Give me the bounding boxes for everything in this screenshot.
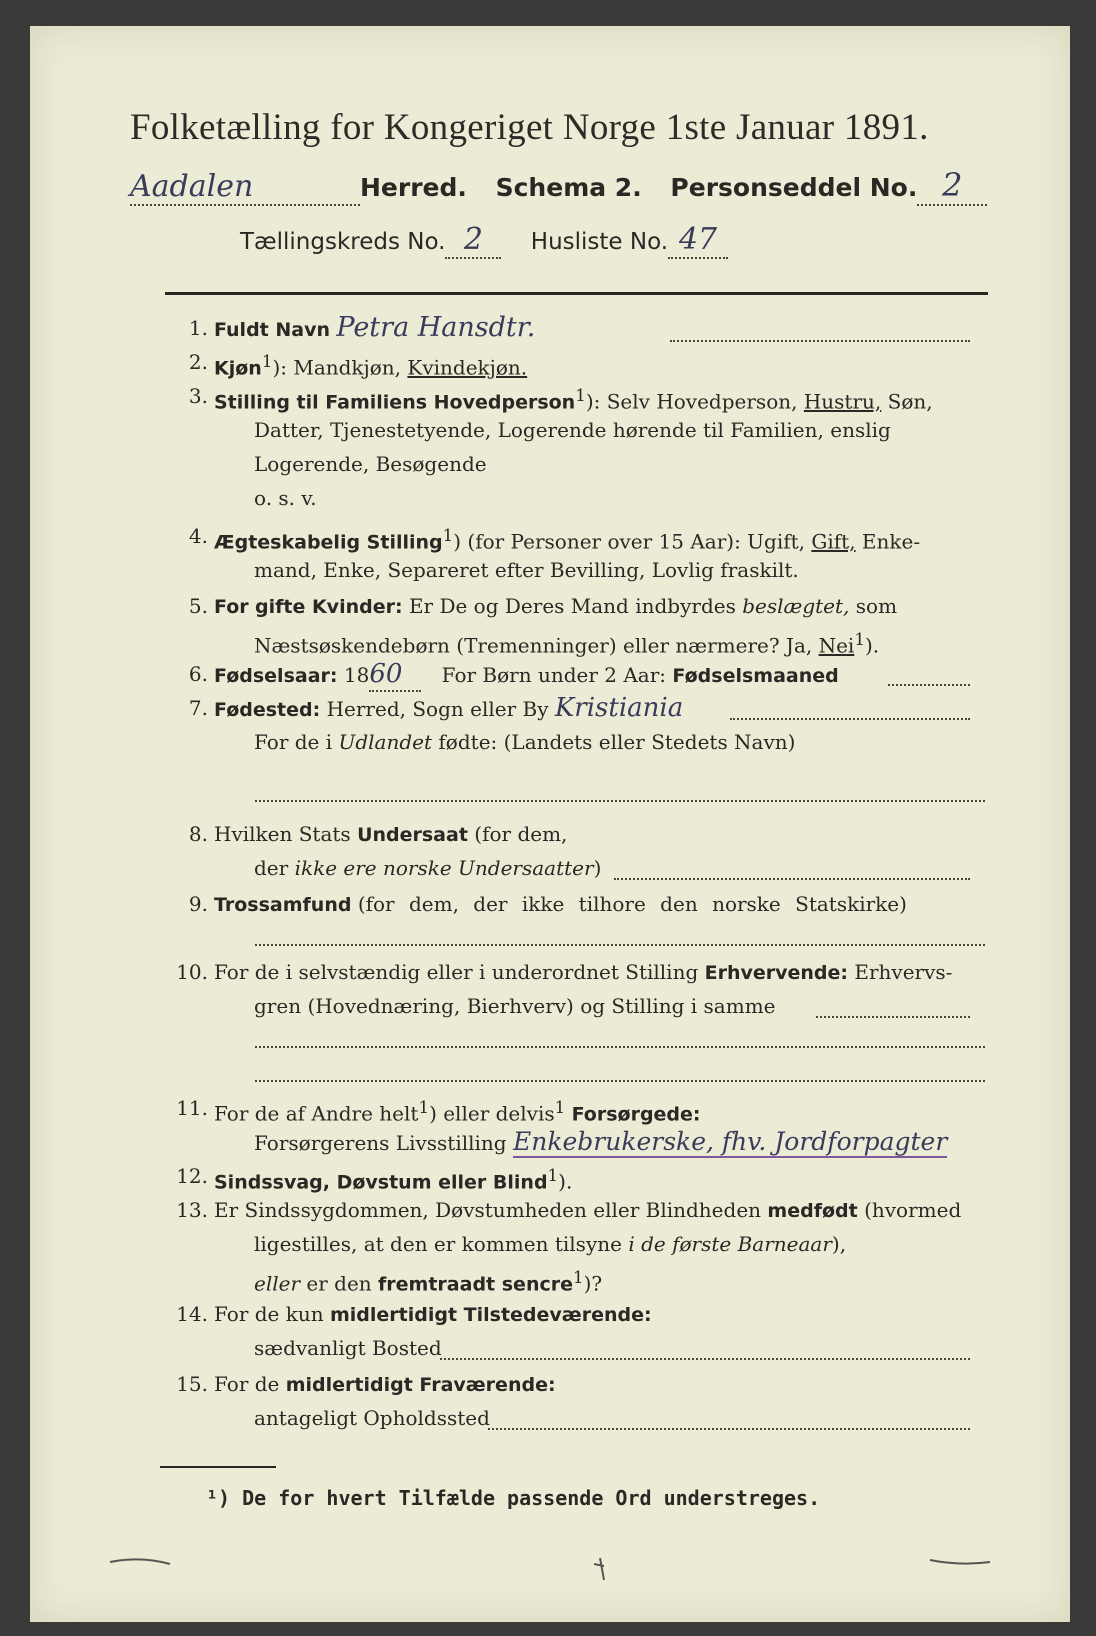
question-text xyxy=(214,658,839,692)
footnote-ref: 1 xyxy=(554,1098,566,1117)
dotted-line xyxy=(255,1080,985,1082)
question-text xyxy=(254,1228,846,1260)
footnote-ref: 1 xyxy=(261,352,273,371)
married-women-label-2: gifte Kvinder: xyxy=(255,596,403,618)
question-text: gren (Hovednæring, Bierhverv) og Stilling i samme xyxy=(254,994,776,1018)
congenital-line2-end: ), xyxy=(831,1232,847,1256)
dotted-line xyxy=(670,340,970,342)
full-name-value: Petra Hansdtr. xyxy=(336,312,536,343)
citizenship-line2-end: ) xyxy=(593,856,602,880)
birth-year-prefix: 18 xyxy=(343,663,370,687)
question-number: 11. xyxy=(176,1096,208,1120)
dotted-line xyxy=(816,1016,970,1018)
question-number: 8. xyxy=(188,822,208,846)
question-text xyxy=(214,520,920,559)
question-number: 15. xyxy=(176,1372,208,1396)
question-text xyxy=(254,1126,947,1159)
personseddel-value: 2 xyxy=(917,166,987,206)
supported-question: For de af Andre helt xyxy=(214,1101,419,1126)
provider-occupation-label: Forsørgerens Livsstilling xyxy=(254,1131,507,1155)
header-rule xyxy=(165,292,988,295)
congenital-italic: i de første Barneaar xyxy=(628,1232,832,1256)
question-text xyxy=(214,1160,572,1199)
question-text xyxy=(214,1298,652,1331)
later-onset-label: fremtraadt sencre xyxy=(378,1273,573,1296)
birthplace-question: Herred, Sogn eller By xyxy=(326,697,549,721)
header-line-herred xyxy=(130,166,1010,210)
supported-question-2: ) eller delvis xyxy=(429,1101,555,1126)
footnote-ref: 1 xyxy=(418,1098,430,1117)
congenital-italic-2: eller xyxy=(254,1271,301,1296)
question-number: 7. xyxy=(188,696,208,720)
citizenship-label: Undersaat xyxy=(357,824,468,846)
question-text xyxy=(214,1194,961,1227)
marital-selected: Gift, xyxy=(811,529,856,554)
married-women-label: For xyxy=(214,596,249,618)
temporary-absent-question: For de xyxy=(214,1372,280,1396)
question-text: o. s. v. xyxy=(254,486,317,510)
footnote-ref: 1 xyxy=(442,526,454,545)
kinship-selected: Nei xyxy=(818,633,855,658)
dotted-line xyxy=(255,800,985,802)
question-number: 6. xyxy=(188,662,208,686)
dotted-line xyxy=(440,1358,970,1360)
question-number: 3. xyxy=(188,384,208,408)
question-number: 10. xyxy=(176,960,208,984)
religion-label: Trossamfund xyxy=(214,894,352,916)
edge-marks xyxy=(100,1554,1000,1594)
dotted-line xyxy=(888,684,970,686)
question-text: mand, Enke, Separeret efter Bevilling, Lovlig fraskilt. xyxy=(254,558,799,582)
birthplace-value: Kristiania xyxy=(554,693,684,723)
congenital-label: medfødt xyxy=(767,1200,858,1222)
marital-options-2: Enke- xyxy=(861,529,921,554)
supported-label: Forsørgede: xyxy=(571,1103,701,1126)
census-form-sheet xyxy=(30,26,1070,1622)
question-text xyxy=(214,312,535,346)
question-text xyxy=(214,380,933,419)
footnote-ref: 1 xyxy=(547,1166,559,1185)
form-title: Folketælling for Kongeriget Norge 1ste Januar 1891. xyxy=(130,107,929,148)
family-position-selected: Hustru, xyxy=(803,389,882,414)
question-number: 14. xyxy=(176,1302,208,1326)
dotted-line xyxy=(730,718,970,720)
kreds-label: Tællingskreds No. xyxy=(240,229,446,255)
footnote-rule xyxy=(160,1466,276,1468)
congenital-question-end: (hvormed xyxy=(864,1198,962,1222)
question-text xyxy=(214,692,683,726)
schema-label: Schema 2. xyxy=(495,173,642,202)
question-number: 2. xyxy=(188,350,208,374)
question-text xyxy=(254,1262,602,1301)
question-text xyxy=(254,726,795,758)
temporary-absent-label: midlertidigt Fraværende: xyxy=(285,1374,556,1396)
question-text xyxy=(214,818,567,851)
question-text xyxy=(214,1368,556,1401)
footnote-mark: ¹) xyxy=(206,1486,231,1510)
question-number: 5. xyxy=(188,594,208,618)
disability-end: ). xyxy=(558,1169,573,1194)
kinship-question: Er De og Deres Mand indbyrdes xyxy=(408,594,736,618)
family-position-label: Stilling til Familiens Hovedperson xyxy=(214,391,576,414)
dotted-line xyxy=(488,1428,970,1430)
question-text xyxy=(254,624,879,662)
personseddel-label: Personseddel No. xyxy=(670,173,918,202)
family-position-options-2: Søn, xyxy=(887,389,933,414)
dotted-line xyxy=(255,1046,985,1048)
birth-year-label: Fødselsaar: xyxy=(214,665,338,687)
footnote-ref: 1 xyxy=(575,386,586,405)
kinship-options: Næstsøskendebørn (Tremenninger) eller nærmere? Ja, xyxy=(254,633,813,658)
occupation-question-end: Erhvervs- xyxy=(854,960,953,984)
dotted-line xyxy=(614,878,970,880)
footnote-ref: 1 xyxy=(573,1268,584,1287)
question-text: Logerende, Besøgende xyxy=(254,452,487,476)
header-line-kreds xyxy=(240,222,940,262)
question-text xyxy=(214,1092,701,1131)
congenital-line3-end: )? xyxy=(583,1271,603,1296)
infant-question: For Børn under 2 Aar: xyxy=(441,663,667,687)
birthplace-label: Fødested: xyxy=(214,699,321,721)
question-text xyxy=(254,852,601,884)
question-text: Datter, Tjenestetyende, Logerende hørende til Familien, enslig xyxy=(254,418,891,442)
religion-question: (for dem, der ikke tilhore den norske Statskirke) xyxy=(357,892,907,916)
sex-label: Kjøn xyxy=(214,357,262,380)
congenital-question: Er Sindssygdommen, Døvstumheden eller Blindheden xyxy=(214,1198,762,1222)
sex-selected: Kvindekjøn. xyxy=(407,355,528,380)
footnote-text: De for hvert Tilfælde passende Ord understreges. xyxy=(242,1486,821,1510)
dotted-line xyxy=(255,944,985,946)
citizenship-question-end: (for dem, xyxy=(474,822,568,846)
congenital-line2: ligestilles, at den er kommen tilsyne xyxy=(254,1232,622,1256)
footnote xyxy=(206,1486,966,1510)
full-name-label: Fuldt Navn xyxy=(214,319,331,341)
temporary-present-label: midlertidigt Tilstedeværende: xyxy=(329,1304,652,1326)
kinship-italic: beslægtet, xyxy=(742,594,850,618)
citizenship-italic: ikke ere norske Undersaatter xyxy=(294,856,594,880)
question-number: 13. xyxy=(176,1198,208,1222)
husliste-label: Husliste No. xyxy=(530,229,669,255)
congenital-line3: er den xyxy=(306,1271,372,1296)
question-number: 4. xyxy=(188,524,208,548)
herred-value: Aadalen xyxy=(130,169,360,206)
birth-year-value: 60 xyxy=(369,658,421,692)
kreds-value: 2 xyxy=(445,222,501,259)
disability-label: Sindssvag, Døvstum eller Blind xyxy=(214,1171,548,1194)
question-text xyxy=(214,590,897,623)
abroad-question: For de i xyxy=(254,730,333,754)
husliste-value: 47 xyxy=(668,222,728,259)
usual-residence-label: sædvanligt Bosted xyxy=(254,1336,442,1360)
sex-options: ): Mandkjøn, xyxy=(272,355,402,380)
temporary-present-question: For de kun xyxy=(214,1302,324,1326)
provider-occupation-value: Enkebrukerske, fhv. Jordforpagter xyxy=(512,1127,948,1156)
kinship-end: ). xyxy=(864,633,880,658)
question-number: 12. xyxy=(176,1164,208,1188)
abroad-italic: Udlandet xyxy=(338,730,433,754)
citizenship-line2: der xyxy=(254,856,289,880)
question-number: 1. xyxy=(188,316,208,340)
footnote-ref: 1 xyxy=(854,630,865,649)
herred-label: Herred. xyxy=(360,173,467,202)
family-position-options: ): Selv Hovedperson, xyxy=(585,389,798,414)
abroad-question-end: fødte: (Landets eller Stedets Navn) xyxy=(438,730,796,754)
question-number: 9. xyxy=(188,892,208,916)
question-text xyxy=(214,346,527,385)
presumed-residence-label: antageligt Opholdssted xyxy=(254,1406,490,1430)
citizenship-question: Hvilken Stats xyxy=(214,822,351,846)
occupation-label: Erhvervende: xyxy=(704,962,849,984)
question-text xyxy=(214,888,907,921)
birth-month-label: Fødselsmaaned xyxy=(672,665,839,687)
occupation-question: For de i selvstændig eller i underordnet Stilling xyxy=(214,960,699,984)
question-text xyxy=(214,956,952,989)
kinship-question-end: som xyxy=(855,594,898,618)
marital-status-label: Ægteskabelig Stilling xyxy=(214,531,443,554)
marital-options: ) (for Personer over 15 Aar): Ugift, xyxy=(453,529,806,554)
